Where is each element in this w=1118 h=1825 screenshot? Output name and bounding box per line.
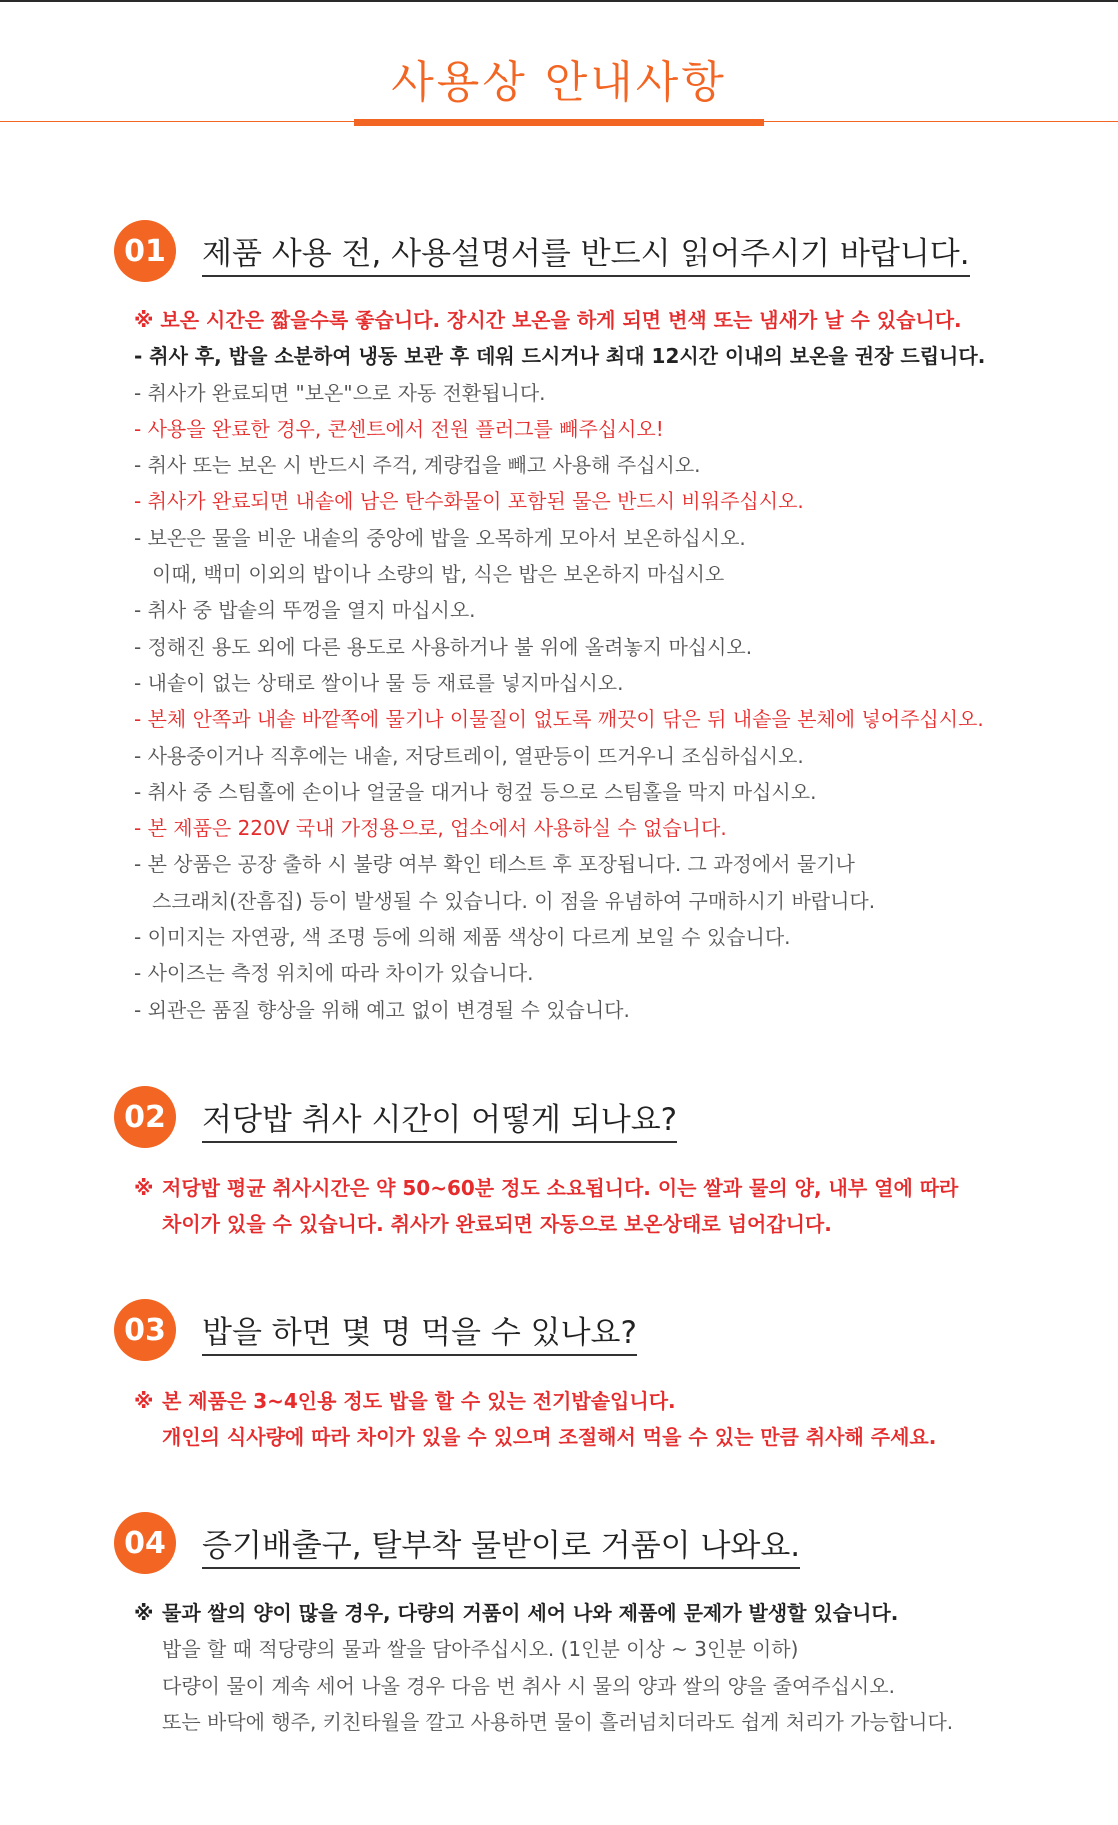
list-item: - 본 상품은 공장 출하 시 불량 여부 확인 테스트 후 포장됩니다. 그 과정에서 물기나 (134, 852, 855, 877)
warning-note: ※ 보온 시간은 짧을수록 좋습니다. 장시간 보온을 하게 되면 변색 또는 냄새가 날 수 있습니다. (134, 308, 962, 332)
list-item: - 정해진 용도 외에 다른 용도로 사용하거나 불 위에 올려놓지 마십시오. (134, 634, 753, 659)
section-01-body (134, 302, 985, 1028)
list-item: - 보온은 물을 비운 내솥의 중앙에 밥을 오목하게 모아서 보온하십시오. (134, 525, 746, 550)
section-number-03: 03 (114, 1299, 176, 1361)
list-item: - 사용중이거나 직후에는 내솥, 저당트레이, 열판등이 뜨거우니 조심하십시오. (134, 743, 804, 768)
header-accent-bar (354, 119, 764, 126)
list-item: - 이미지는 자연광, 색 조명 등에 의해 제품 색상이 다르게 보일 수 있습니다. (134, 925, 791, 950)
note-mark: ※ (134, 1601, 154, 1625)
answer-line: ※ 저당밥 평균 취사시간은 약 50~60분 정도 소요됩니다. 이는 쌀과 물의 양, 내부 열에 따라 (134, 1170, 958, 1206)
answer-line: ※ 물과 쌀의 양이 많을 경우, 다량의 거품이 세어 나와 제품에 문제가 발생할 있습니다. (134, 1595, 953, 1631)
section-04-body (134, 1595, 953, 1740)
list-item: - 취사 중 스팀홀에 손이나 얼굴을 대거나 헝겊 등으로 스팀홀을 막지 마십시오. (134, 779, 817, 804)
section-title-01: 제품 사용 전, 사용설명서를 반드시 읽어주시기 바랍니다. (202, 228, 970, 277)
page-title: 사용상 안내사항 (391, 57, 727, 108)
list-item: - 외관은 품질 향상을 위해 예고 없이 변경될 수 있습니다. (134, 997, 630, 1022)
answer-line: 개인의 식사량에 따라 차이가 있을 수 있으며 조절해서 먹을 수 있는 만큼 취사해 주세요. (162, 1425, 937, 1450)
section-03-body (134, 1383, 936, 1456)
list-item-continuation: 스크래치(잔흠집) 등이 발생될 수 있습니다. 이 점을 유념하여 구매하시기 바랍니다. (152, 888, 876, 913)
list-item: - 취사 또는 보온 시 반드시 주걱, 계량컵을 빼고 사용해 주십시오. (134, 453, 701, 478)
section-title-04: 증기배출구, 탈부착 물받이로 거품이 나와요. (202, 1520, 800, 1569)
top-divider (0, 0, 1118, 2)
answer-line: 다량이 물이 계속 세어 나올 경우 다음 번 취사 시 물의 양과 쌀의 양을 줄여주십시오. (162, 1673, 895, 1698)
list-item: - 취사 중 밥솥의 뚜껑을 열지 마십시오. (134, 598, 476, 623)
section-number-01: 01 (114, 220, 176, 282)
list-item: - 내솥이 없는 상태로 쌀이나 물 등 재료를 넣지마십시오. (134, 670, 624, 695)
answer-line: 또는 바닥에 행주, 키친타월을 깔고 사용하면 물이 흘러넘치더라도 쉽게 처리가 가능합니다. (162, 1709, 954, 1734)
section-02-body (134, 1170, 958, 1243)
list-item: - 사용을 완료한 경우, 콘센트에서 전원 플러그를 빼주십시오! (134, 416, 664, 441)
section-number-02: 02 (114, 1086, 176, 1148)
section-title-02: 저당밥 취사 시간이 어떻게 되나요? (202, 1094, 677, 1143)
list-item: - 취사가 완료되면 내솥에 남은 탄수화물이 포함된 물은 반드시 비워주십시오. (134, 489, 804, 514)
answer-line: 차이가 있을 수 있습니다. 취사가 완료되면 자동으로 보온상태로 넘어갑니다. (162, 1212, 832, 1237)
list-item: - 본 제품은 220V 국내 가정용으로, 업소에서 사용하실 수 없습니다. (134, 816, 727, 841)
list-item: - 취사 후, 밥을 소분하여 냉동 보관 후 데워 드시거나 최대 12시간 이내의 보온을 권장 드립니다. (134, 344, 986, 369)
list-item: - 취사가 완료되면 "보온"으로 자동 전환됩니다. (134, 380, 546, 405)
note-mark: ※ (134, 1176, 154, 1200)
note-mark: ※ (134, 1389, 154, 1413)
list-item: - 본체 안쪽과 내솥 바깥쪽에 물기나 이물질이 없도록 깨끗이 닦은 뒤 내솥을 본체에 넣어주십시오. (134, 707, 984, 732)
list-item: - 사이즈는 측정 위치에 따라 차이가 있습니다. (134, 961, 534, 986)
section-title-03: 밥을 하면 몇 명 먹을 수 있나요? (202, 1307, 637, 1356)
answer-line: ※ 본 제품은 3~4인용 정도 밥을 할 수 있는 전기밥솥입니다. (134, 1383, 936, 1419)
section-number-04: 04 (114, 1512, 176, 1574)
answer-line: 밥을 할 때 적당량의 물과 쌀을 담아주십시오. (1인분 이상 ~ 3인분 이하) (162, 1637, 799, 1662)
list-item-continuation: 이때, 백미 이외의 밥이나 소량의 밥, 식은 밥은 보온하지 마십시오 (152, 562, 725, 587)
